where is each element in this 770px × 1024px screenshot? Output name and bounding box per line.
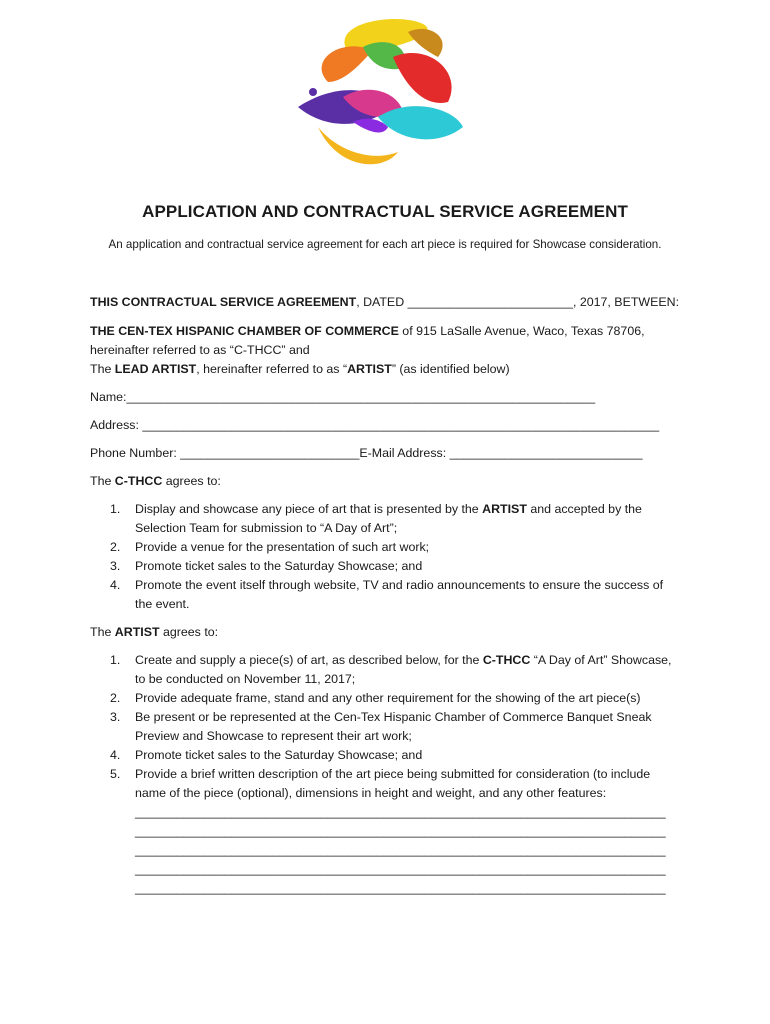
blank-line[interactable]: _____________________________________________________________________________ xyxy=(135,881,666,895)
blank-line[interactable]: _____________________________________________________________________________ xyxy=(135,805,666,819)
name-field[interactable]: Name:____________________________________________________________________ xyxy=(90,390,596,404)
list-item: 2. Provide adequate frame, stand and any other requirement for the showing of the art piece(s) xyxy=(110,691,641,705)
paint-splash-logo xyxy=(288,12,478,177)
hereinafter-line: hereinafter referred to as “C-THCC” and xyxy=(90,343,310,357)
artist-label: ARTIST xyxy=(347,362,392,376)
blank-line[interactable]: _____________________________________________________________________________ xyxy=(135,843,666,857)
agreement-dated-line xyxy=(90,293,690,312)
artist-agrees-heading: The ARTIST agrees to: xyxy=(90,625,219,639)
artist-obligations-list xyxy=(90,651,690,803)
list-item: 5. Provide a brief written description of the art piece being submitted for consideration (to include name of the piece (optional), dimensions in height and weight, and any other features: xyxy=(110,767,651,800)
description-blank-lines[interactable] xyxy=(90,803,690,898)
lead-artist-label: LEAD ARTIST xyxy=(114,362,197,376)
document-title: APPLICATION AND CONTRACTUAL SERVICE AGREEMENT xyxy=(142,202,628,221)
chamber-name: THE CEN-TEX HISPANIC CHAMBER OF COMMERCE xyxy=(90,324,399,338)
blank-line[interactable]: _____________________________________________________________________________ xyxy=(135,824,666,838)
list-item: 4. Promote ticket sales to the Saturday Showcase; and xyxy=(110,748,423,762)
lead-artist-line: The LEAD ARTIST, hereinafter referred to as “ARTIST” (as identified below) xyxy=(90,362,510,376)
phone-email-field[interactable]: Phone Number: __________________________E-Mail Address: ____________________________ xyxy=(90,446,643,460)
cthcc-agrees-heading: The C-THCC agrees to: xyxy=(90,474,221,488)
cthcc-obligations-list xyxy=(90,500,690,614)
chamber-line xyxy=(90,322,690,341)
list-item: 3. Promote ticket sales to the Saturday Showcase; and xyxy=(110,559,423,573)
list-item: 2. Provide a venue for the presentation of such art work; xyxy=(110,540,430,554)
document-subtitle: An application and contractual service agreement for each art piece is required for Showcase consideration. xyxy=(108,238,662,251)
list-item: 3. Be present or be represented at the Cen-Tex Hispanic Chamber of Commerce Banquet Sneak Preview and Showcase to represent their art work; xyxy=(110,710,652,743)
list-item: 1. Create and supply a piece(s) of art, as described below, for the C-THCC “A Day of Art” Showcase, to be conducted on November 11, 2017; xyxy=(110,653,672,686)
address-field[interactable]: Address: ___________________________________________________________________________ xyxy=(90,418,660,432)
list-item: 1. Display and showcase any piece of art that is presented by the ARTIST and accepted by the Selection Team for submission to “A Day of Art”; xyxy=(110,502,642,535)
list-item: 4. Promote the event itself through website, TV and radio announcements to ensure the success of the event. xyxy=(110,578,664,611)
blank-line[interactable]: _____________________________________________________________________________ xyxy=(135,862,666,876)
dated-blank: , DATED ________________________, 2017, BETWEEN: xyxy=(356,295,680,309)
agreement-body xyxy=(90,293,690,898)
chamber-address: of 915 LaSalle Avenue, Waco, Texas 78706, xyxy=(398,324,645,338)
agreement-heading: THIS CONTRACTUAL SERVICE AGREEMENT xyxy=(90,295,357,309)
